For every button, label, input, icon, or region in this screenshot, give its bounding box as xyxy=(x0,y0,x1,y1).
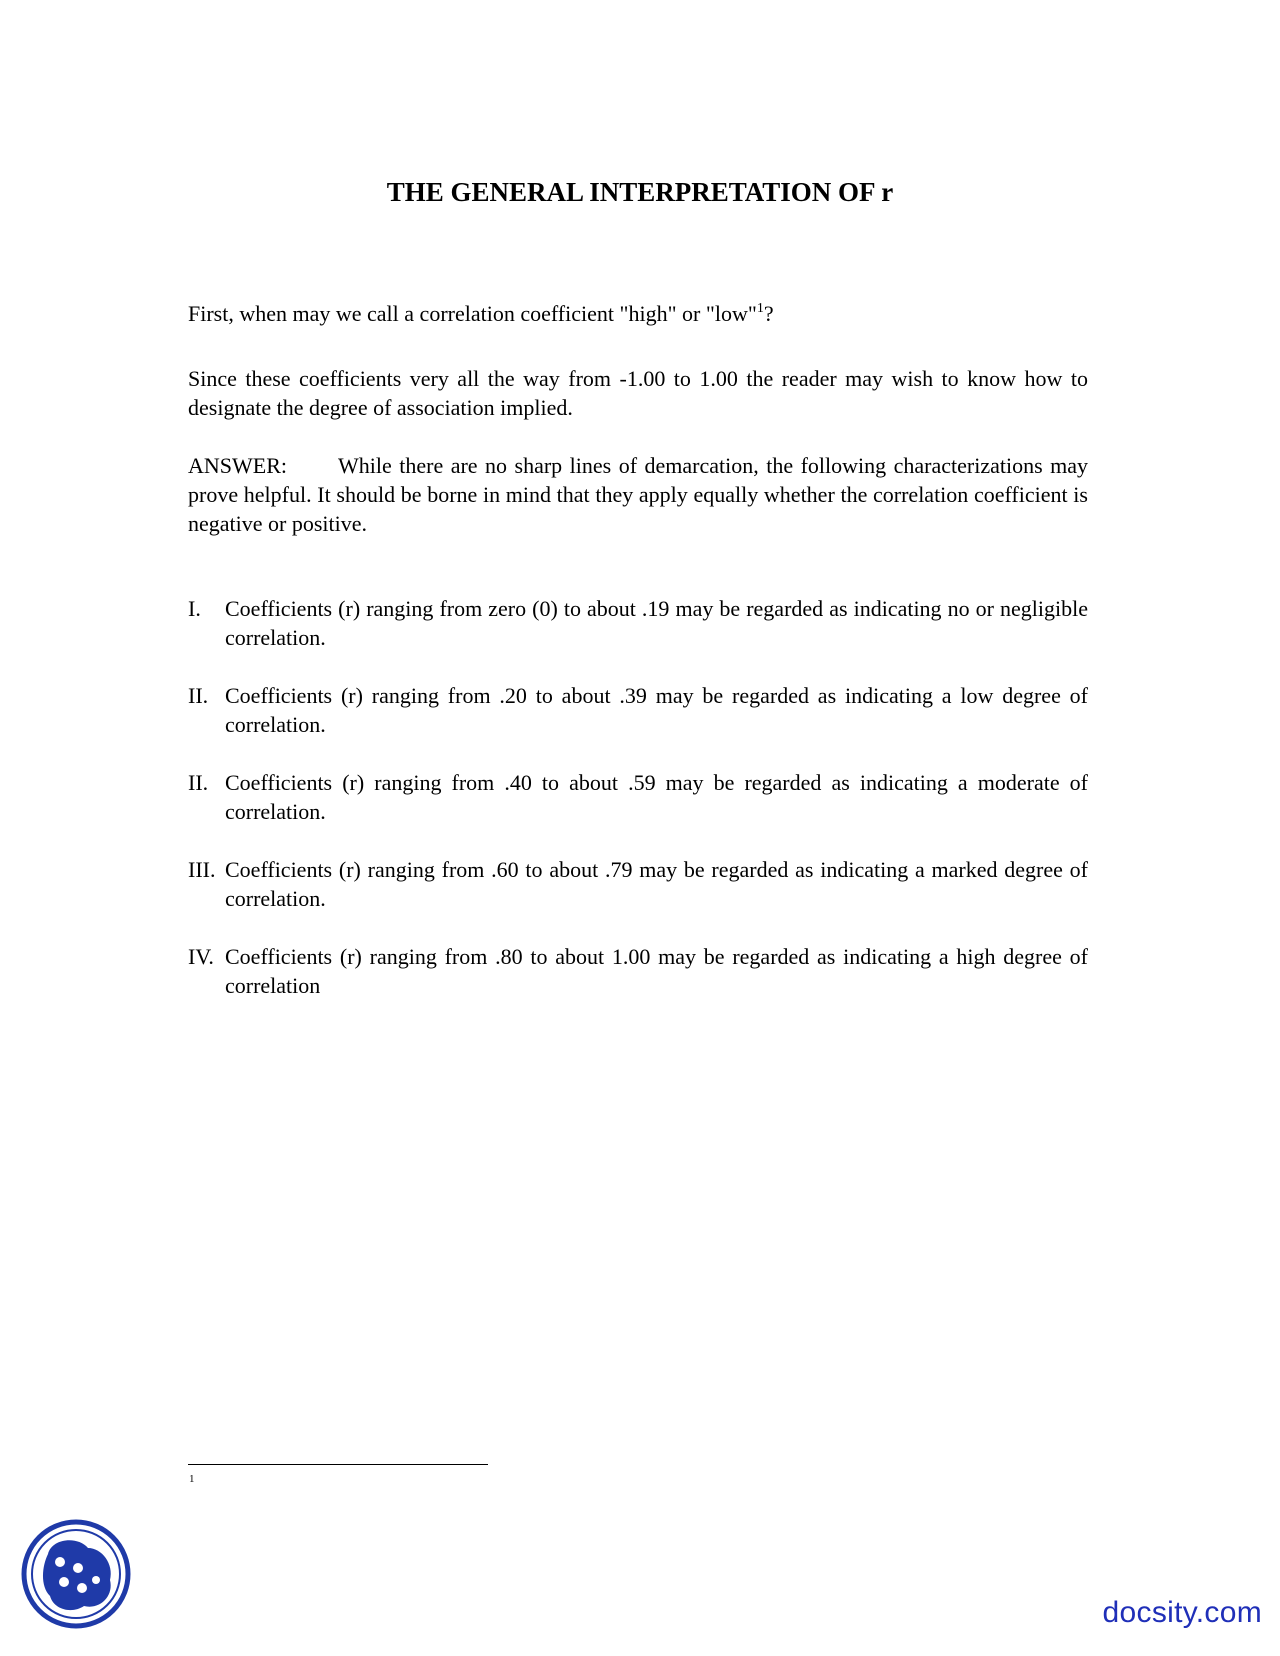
list-item xyxy=(188,855,1088,913)
list-item xyxy=(188,594,1088,652)
page-title: THE GENERAL INTERPRETATION OF r xyxy=(386,177,894,207)
list-item xyxy=(188,768,1088,826)
question-mark: ? xyxy=(763,301,774,326)
list-numeral: II. xyxy=(188,770,209,795)
list-numeral: IV. xyxy=(188,944,214,969)
list-numeral: II. xyxy=(188,683,209,708)
list-item-text: Coefficients (r) ranging from zero (0) to about .19 may be regarded as indicating no or negligible correlation. xyxy=(225,596,1088,650)
docsity-logo-icon xyxy=(20,1518,132,1630)
answer-text: While there are no sharp lines of demarcation, the following characterizations may prove helpful. It should be borne in mind that they apply equally whether the correlation coefficient is negative or positive. xyxy=(188,453,1088,536)
answer-label: ANSWER: xyxy=(188,453,287,478)
footnote-reference: 1 xyxy=(756,301,764,316)
list-numeral: III. xyxy=(188,857,216,882)
list-item-text: Coefficients (r) ranging from .20 to about .39 may be regarded as indicating a low degree of correlation. xyxy=(225,683,1088,737)
intro-paragraph: Since these coefficients very all the way from -1.00 to 1.00 the reader may wish to know how to designate the degree of association implied. xyxy=(188,366,1088,420)
docsity-brand-text[interactable]: docsity.com xyxy=(1102,1596,1262,1629)
question-text: First, when may we call a correlation coefficient "high" or "low" xyxy=(188,301,757,326)
footnote-mark: 1 xyxy=(189,1473,195,1485)
question-line xyxy=(188,299,1088,328)
list-item xyxy=(188,681,1088,739)
list-numeral: I. xyxy=(188,596,201,621)
list-item-text: Coefficients (r) ranging from .80 to about 1.00 may be regarded as indicating a high degree of correlation xyxy=(225,944,1088,998)
answer-paragraph xyxy=(188,451,1088,538)
docsity-logo-svg xyxy=(20,1518,132,1630)
interpretation-list xyxy=(188,594,1088,1029)
list-item-text: Coefficients (r) ranging from .60 to about .79 may be regarded as indicating a marked degree of correlation. xyxy=(225,857,1088,911)
list-item-text: Coefficients (r) ranging from .40 to about .59 may be regarded as indicating a moderate of correlation. xyxy=(225,770,1088,824)
footnote-separator xyxy=(188,1464,488,1465)
list-item xyxy=(188,942,1088,1000)
